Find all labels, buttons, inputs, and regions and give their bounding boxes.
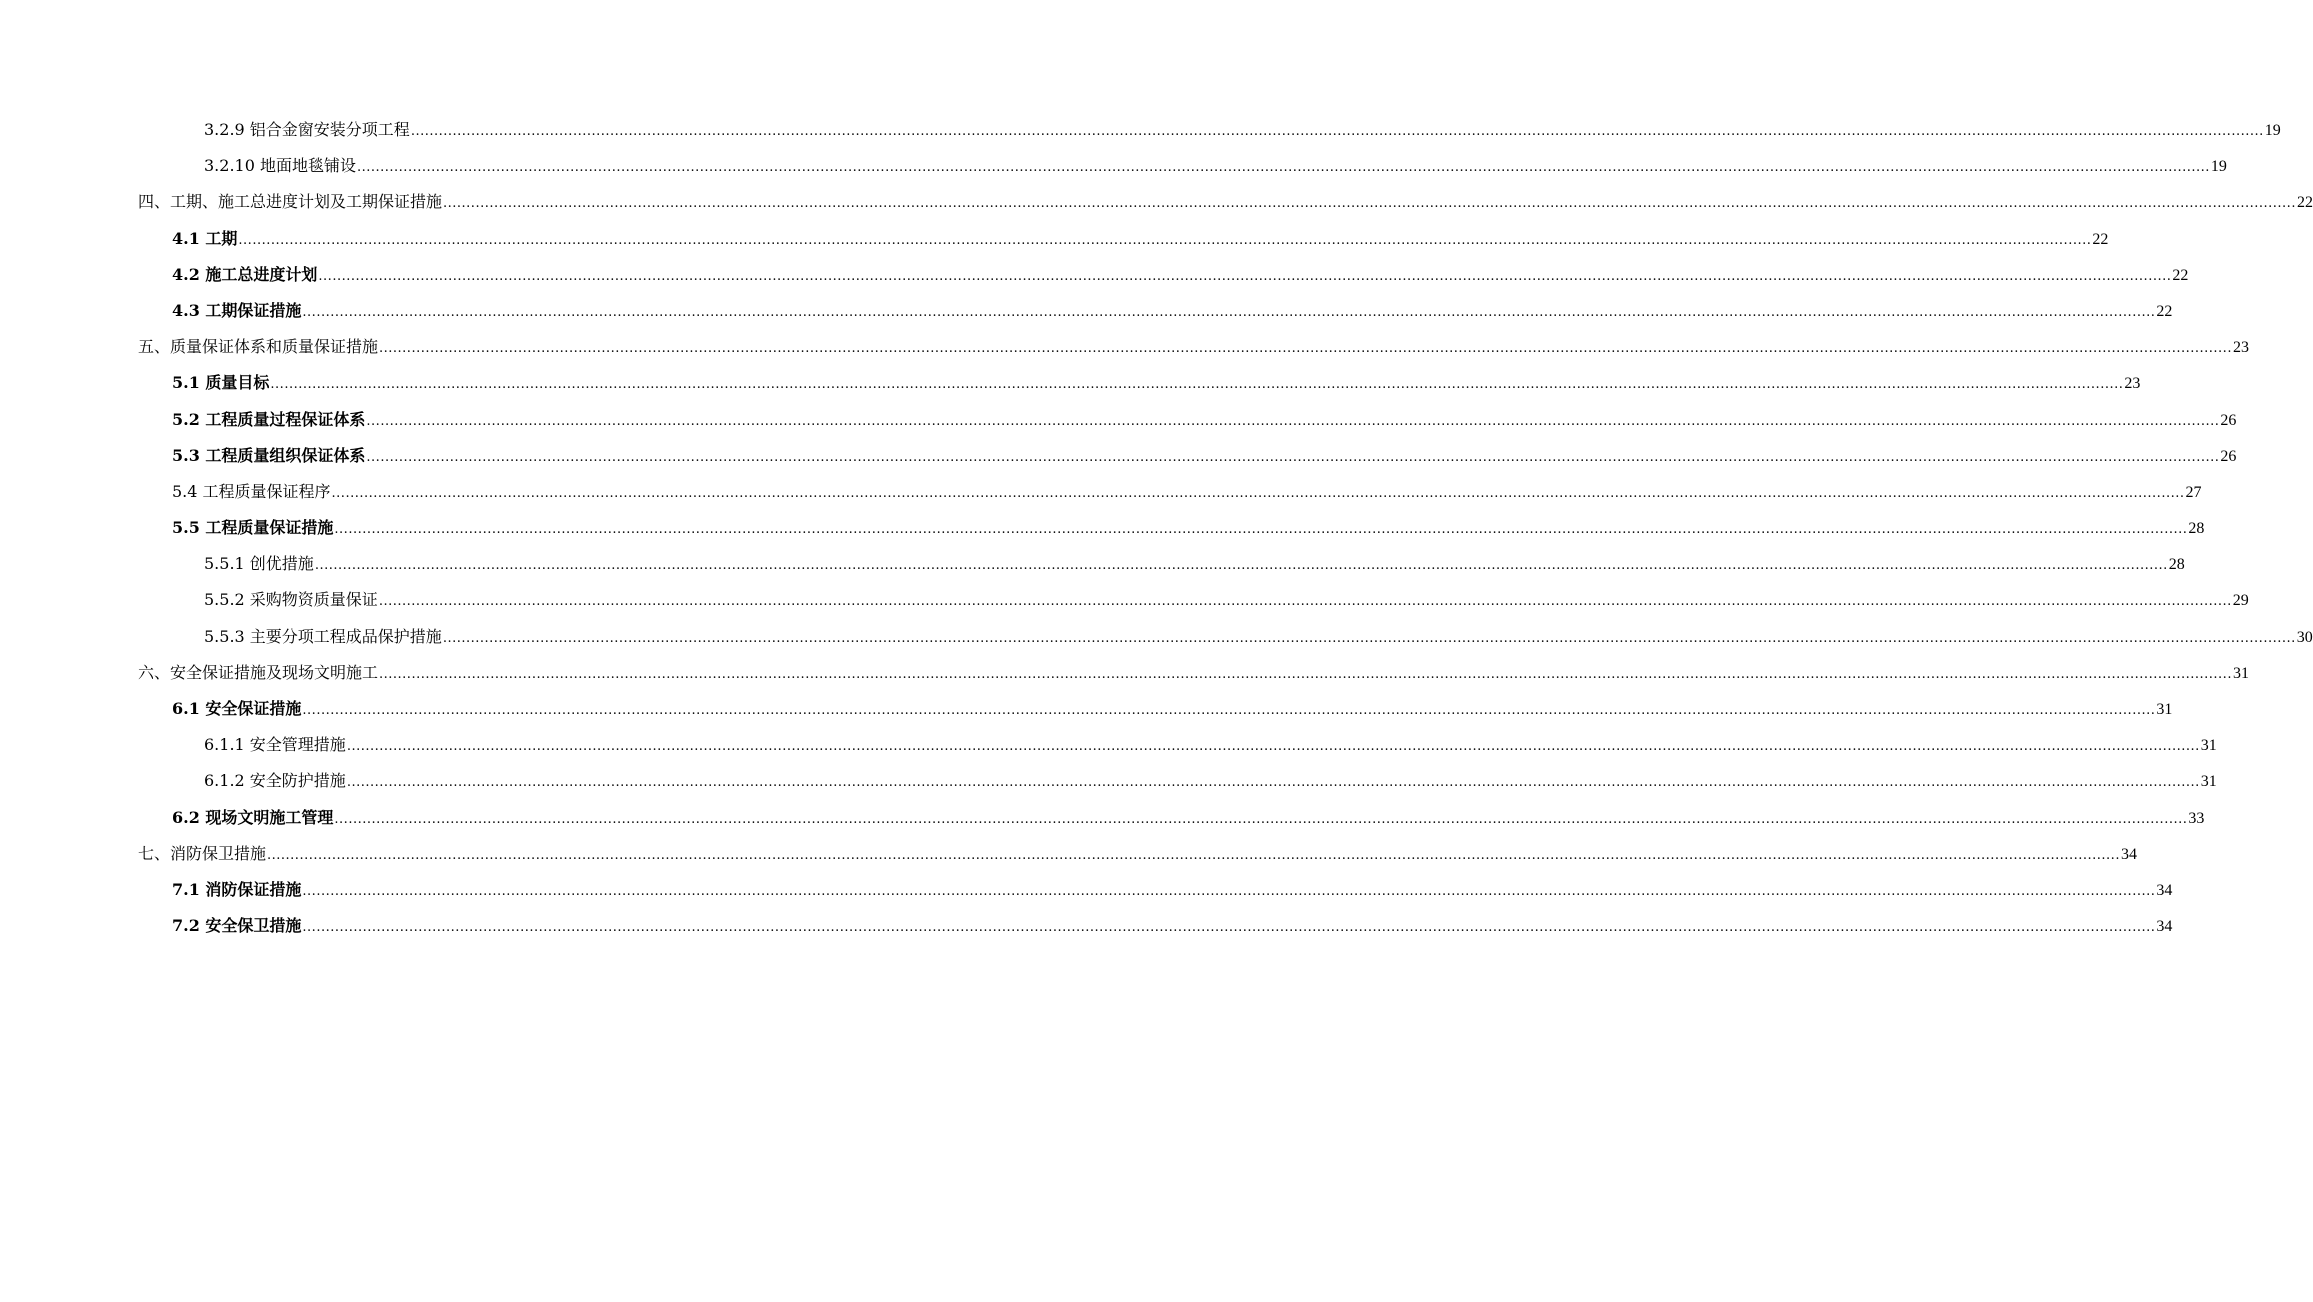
toc-entry[interactable]	[138, 582, 2249, 618]
toc-entry[interactable]	[138, 510, 2205, 546]
toc-entry-page-number: 22	[2296, 194, 2313, 212]
toc-entry-page-number: 31	[2200, 773, 2217, 791]
toc-dot-leader: ................................................................................................................................................................................................................................................................................................................................................................................................................	[366, 413, 2220, 429]
toc-entry[interactable]	[138, 184, 2313, 220]
toc-dot-leader: ................................................................................................................................................................................................................................................................................................................................................................................................................	[334, 522, 2188, 538]
toc-entry-page-number: 19	[2210, 158, 2227, 176]
table-of-contents	[138, 112, 2313, 944]
toc-entry-label: 5.5.2 采购物资质量保证	[204, 590, 378, 610]
toc-entry-label: 4.3 工期保证措施	[172, 300, 302, 320]
toc-entry-page-number: 31	[2156, 701, 2173, 718]
toc-entry-page-number: 22	[2172, 266, 2189, 284]
toc-entry-label: 7.2 安全保卫措施	[172, 916, 302, 936]
toc-entry-label: 5.5.3 主要分项工程成品保护措施	[204, 626, 442, 646]
toc-entry-page-number: 31	[2200, 737, 2217, 755]
toc-dot-leader: ................................................................................................................................................................................................................................................................................................................................................................................................................	[366, 449, 2220, 465]
toc-entry-label: 四、工期、施工总进度计划及工期保证措施	[138, 192, 443, 212]
toc-entry-page-number: 22	[2156, 302, 2173, 320]
toc-entry[interactable]	[138, 546, 2185, 582]
toc-entry-page-number: 31	[2232, 664, 2249, 682]
toc-dot-leader: ................................................................................................................................................................................................................................................................................................................................................................................................................	[302, 883, 2156, 899]
toc-entry[interactable]	[138, 293, 2173, 329]
toc-entry-page-number: 28	[2188, 520, 2205, 538]
toc-entry-label: 5.2 工程质量过程保证体系	[172, 409, 366, 429]
toc-entry[interactable]	[138, 655, 2249, 691]
toc-entry-label: 5.1 质量目标	[172, 373, 270, 393]
toc-entry-label: 5.4 工程质量保证程序	[172, 481, 331, 501]
toc-entry-page-number: 34	[2156, 918, 2173, 936]
toc-dot-leader: ................................................................................................................................................................................................................................................................................................................................................................................................................	[302, 304, 2156, 320]
toc-dot-leader: ................................................................................................................................................................................................................................................................................................................................................................................................................	[270, 377, 2124, 393]
toc-entry-label: 3.2.9 铝合金窗安装分项工程	[204, 120, 410, 139]
toc-entry[interactable]	[138, 148, 2227, 184]
toc-dot-leader: ................................................................................................................................................................................................................................................................................................................................................................................................................	[331, 485, 2185, 501]
toc-entry[interactable]	[138, 221, 2109, 257]
toc-entry-page-number: 34	[2120, 845, 2137, 863]
toc-entry[interactable]	[138, 474, 2202, 510]
toc-entry[interactable]	[138, 800, 2205, 836]
toc-dot-leader: ................................................................................................................................................................................................................................................................................................................................................................................................................	[379, 666, 2232, 682]
toc-dot-leader: ................................................................................................................................................................................................................................................................................................................................................................................................................	[238, 232, 2092, 248]
toc-entry-label: 6.2 现场文明施工管理	[172, 807, 334, 827]
toc-dot-leader: ................................................................................................................................................................................................................................................................................................................................................................................................................	[314, 558, 2168, 574]
toc-entry[interactable]	[138, 872, 2173, 908]
toc-entry[interactable]	[138, 763, 2217, 799]
toc-entry[interactable]	[138, 619, 2313, 655]
toc-entry[interactable]	[138, 329, 2249, 365]
toc-entry-page-number: 22	[2092, 230, 2109, 248]
toc-entry[interactable]	[138, 836, 2137, 872]
toc-dot-leader: ................................................................................................................................................................................................................................................................................................................................................................................................................	[410, 124, 2264, 139]
toc-entry-label: 6.1.1 安全管理措施	[204, 735, 346, 755]
toc-entry-page-number: 28	[2168, 556, 2185, 574]
toc-entry-label: 5.5.1 创优措施	[204, 554, 314, 574]
toc-entry[interactable]	[138, 908, 2173, 944]
toc-entry[interactable]	[138, 112, 2281, 148]
toc-entry-page-number: 26	[2220, 411, 2237, 429]
toc-entry-page-number: 23	[2124, 375, 2141, 393]
toc-dot-leader: ................................................................................................................................................................................................................................................................................................................................................................................................................	[302, 920, 2156, 936]
toc-dot-leader: ................................................................................................................................................................................................................................................................................................................................................................................................................	[346, 739, 2200, 755]
toc-entry[interactable]	[138, 402, 2237, 438]
toc-entry-label: 4.1 工期	[172, 228, 238, 248]
toc-dot-leader: ................................................................................................................................................................................................................................................................................................................................................................................................................	[334, 811, 2188, 827]
toc-entry-page-number: 34	[2156, 881, 2173, 899]
toc-entry-page-number: 27	[2185, 483, 2202, 501]
toc-dot-leader: ................................................................................................................................................................................................................................................................................................................................................................................................................	[356, 160, 2210, 176]
toc-entry[interactable]	[138, 691, 2173, 727]
toc-entry-page-number: 30	[2296, 628, 2313, 646]
toc-entry-label: 六、安全保证措施及现场文明施工	[138, 662, 379, 682]
toc-dot-leader: ................................................................................................................................................................................................................................................................................................................................................................................................................	[379, 341, 2232, 357]
toc-entry[interactable]	[138, 438, 2237, 474]
toc-entry-label: 5.5 工程质量保证措施	[172, 518, 334, 538]
toc-dot-leader: ................................................................................................................................................................................................................................................................................................................................................................................................................	[346, 775, 2200, 791]
toc-dot-leader: ................................................................................................................................................................................................................................................................................................................................................................................................................	[318, 268, 2172, 284]
toc-entry-label: 4.2 施工总进度计划	[172, 264, 318, 284]
toc-dot-leader: ................................................................................................................................................................................................................................................................................................................................................................................................................	[267, 847, 2120, 863]
toc-entry-label: 6.1.2 安全防护措施	[204, 771, 346, 791]
toc-entry-page-number: 19	[2264, 122, 2281, 139]
toc-entry[interactable]	[138, 727, 2217, 763]
toc-entry[interactable]	[138, 257, 2189, 293]
toc-entry[interactable]	[138, 365, 2141, 401]
toc-entry-label: 五、质量保证体系和质量保证措施	[138, 337, 379, 357]
toc-entry-page-number: 23	[2232, 339, 2249, 357]
toc-entry-label: 6.1 安全保证措施	[172, 699, 302, 718]
toc-entry-label: 3.2.10 地面地毯铺设	[204, 156, 356, 176]
toc-dot-leader: ................................................................................................................................................................................................................................................................................................................................................................................................................	[378, 594, 2232, 610]
toc-dot-leader: ................................................................................................................................................................................................................................................................................................................................................................................................................	[442, 630, 2296, 646]
toc-dot-leader: ................................................................................................................................................................................................................................................................................................................................................................................................................	[302, 703, 2156, 718]
toc-dot-leader: ................................................................................................................................................................................................................................................................................................................................................................................................................	[443, 196, 2296, 212]
toc-entry-page-number: 33	[2188, 809, 2205, 827]
toc-entry-label: 七、消防保卫措施	[138, 843, 267, 863]
toc-entry-page-number: 29	[2232, 592, 2249, 610]
toc-entry-label: 5.3 工程质量组织保证体系	[172, 445, 366, 465]
toc-entry-page-number: 26	[2220, 447, 2237, 465]
toc-entry-label: 7.1 消防保证措施	[172, 879, 302, 899]
